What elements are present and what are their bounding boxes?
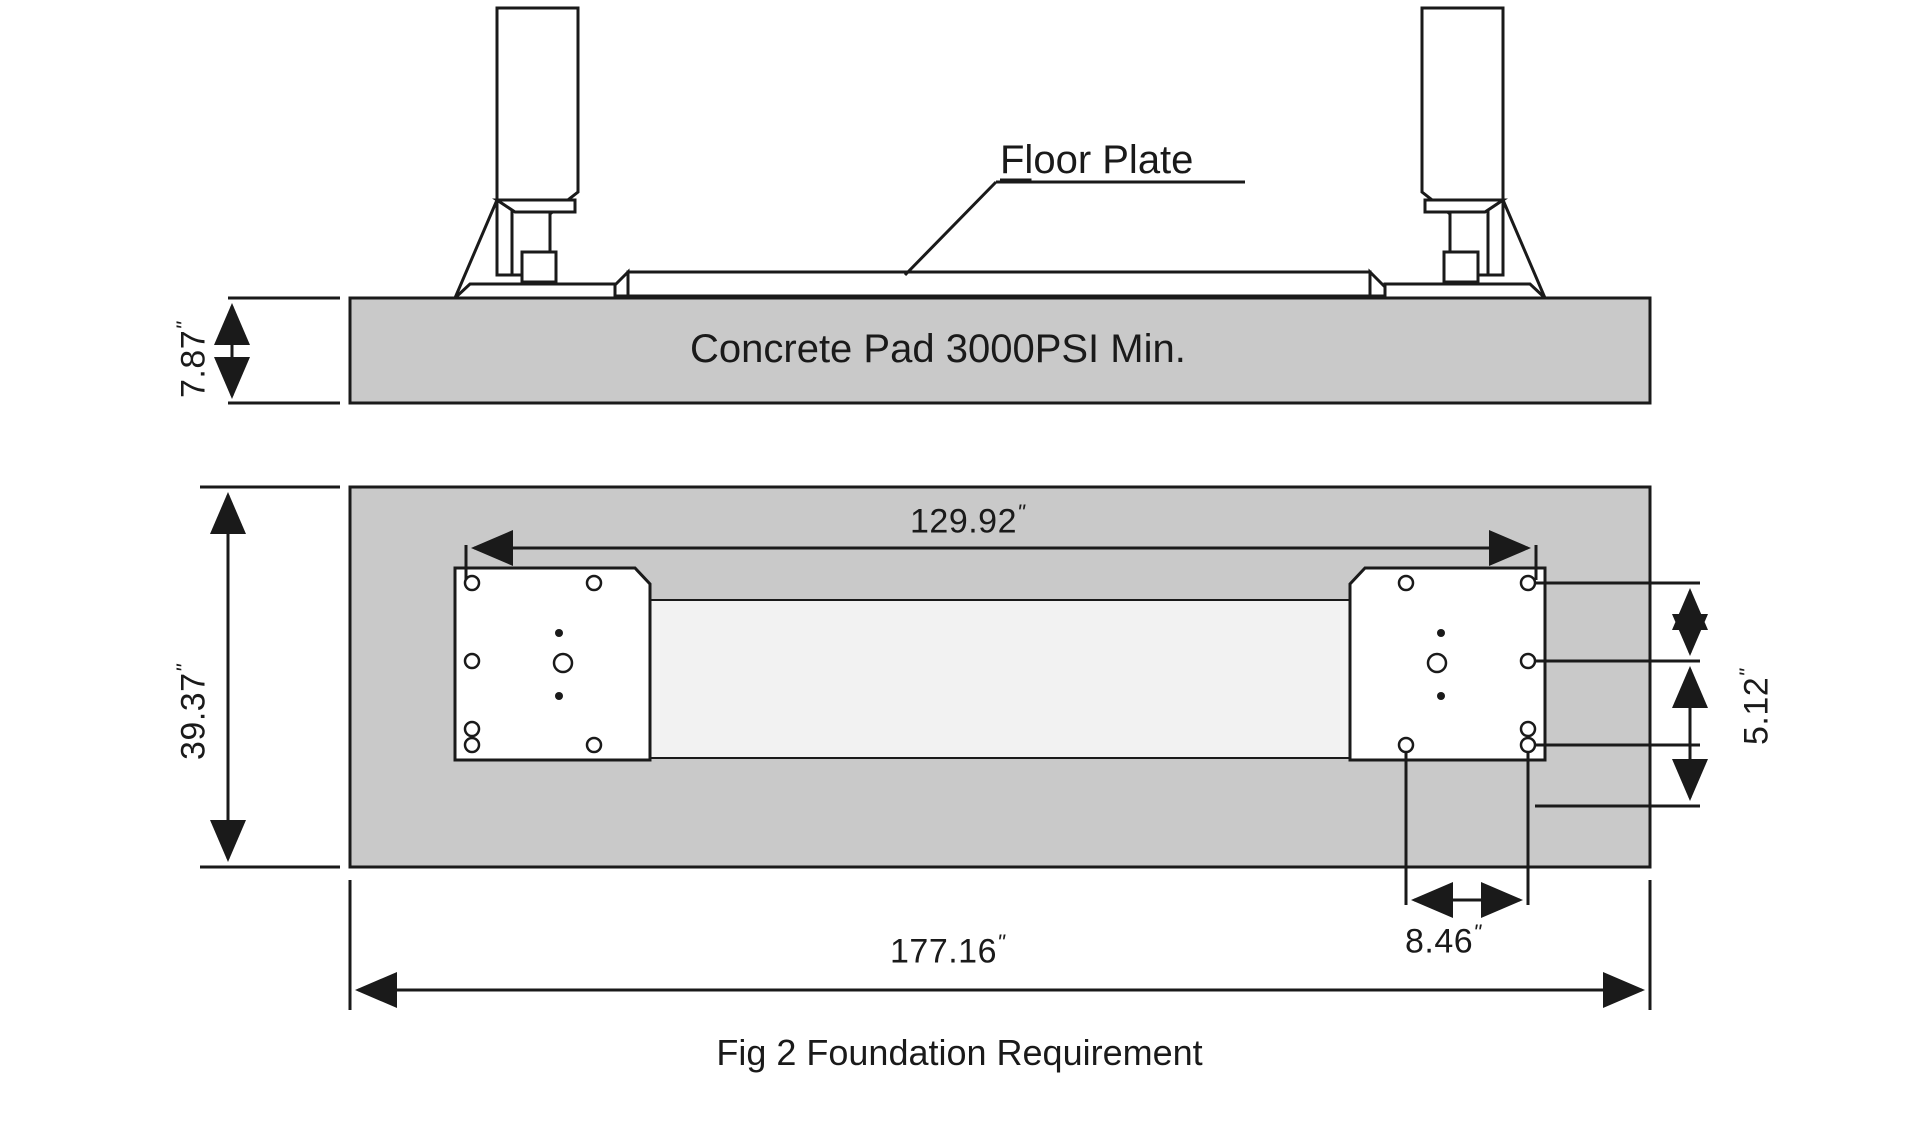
dimension-pad-length-unit: " [997,930,1006,955]
dimension-post-spacing-unit: " [1017,500,1026,525]
figure-caption: Fig 2 Foundation Requirement [716,1032,1203,1073]
pin-mark [1437,692,1445,700]
pin-mark [555,629,563,637]
dimension-anchor-spacing-horizontal-unit: " [1473,920,1482,945]
dimension-pad-depth-unit: " [172,664,197,673]
concrete-pad-label: Concrete Pad 3000PSI Min. [690,327,1186,371]
dimension-pad-length-value: 177.16 [890,932,997,971]
dim-pad-thickness [228,298,340,403]
right-base-plate [1350,568,1545,760]
dimension-post-spacing [910,500,1025,541]
dim-pad-depth [200,487,340,867]
pin-mark [555,692,563,700]
center-channel [640,600,1380,758]
right-column-assembly [1385,8,1545,298]
dimension-pad-depth-value: 39.37 [174,672,213,760]
dimension-pad-thickness-value: 7.87 [174,329,213,398]
floor-plate-label: Floor Plate [1000,138,1194,182]
dimension-anchor-spacing-vertical-unit: " [1735,668,1760,677]
dimension-anchor-spacing-vertical [1735,669,1776,746]
dimension-pad-thickness [172,322,213,399]
floor-plate-side [612,272,1386,296]
floor-plate-leader [905,182,996,275]
dimension-pad-depth [172,664,213,760]
dimension-pad-length [890,930,1005,971]
dimension-anchor-spacing-vertical-value: 5.12 [1737,676,1776,745]
dimension-post-spacing-value: 129.92 [910,502,1017,541]
dimension-pad-thickness-unit: " [172,321,197,330]
left-column-assembly [455,8,615,298]
dimension-anchor-spacing-horizontal-value: 8.46 [1405,922,1474,961]
left-base-plate [455,568,650,760]
pin-mark [1437,629,1445,637]
dimension-anchor-spacing-horizontal [1405,920,1482,961]
